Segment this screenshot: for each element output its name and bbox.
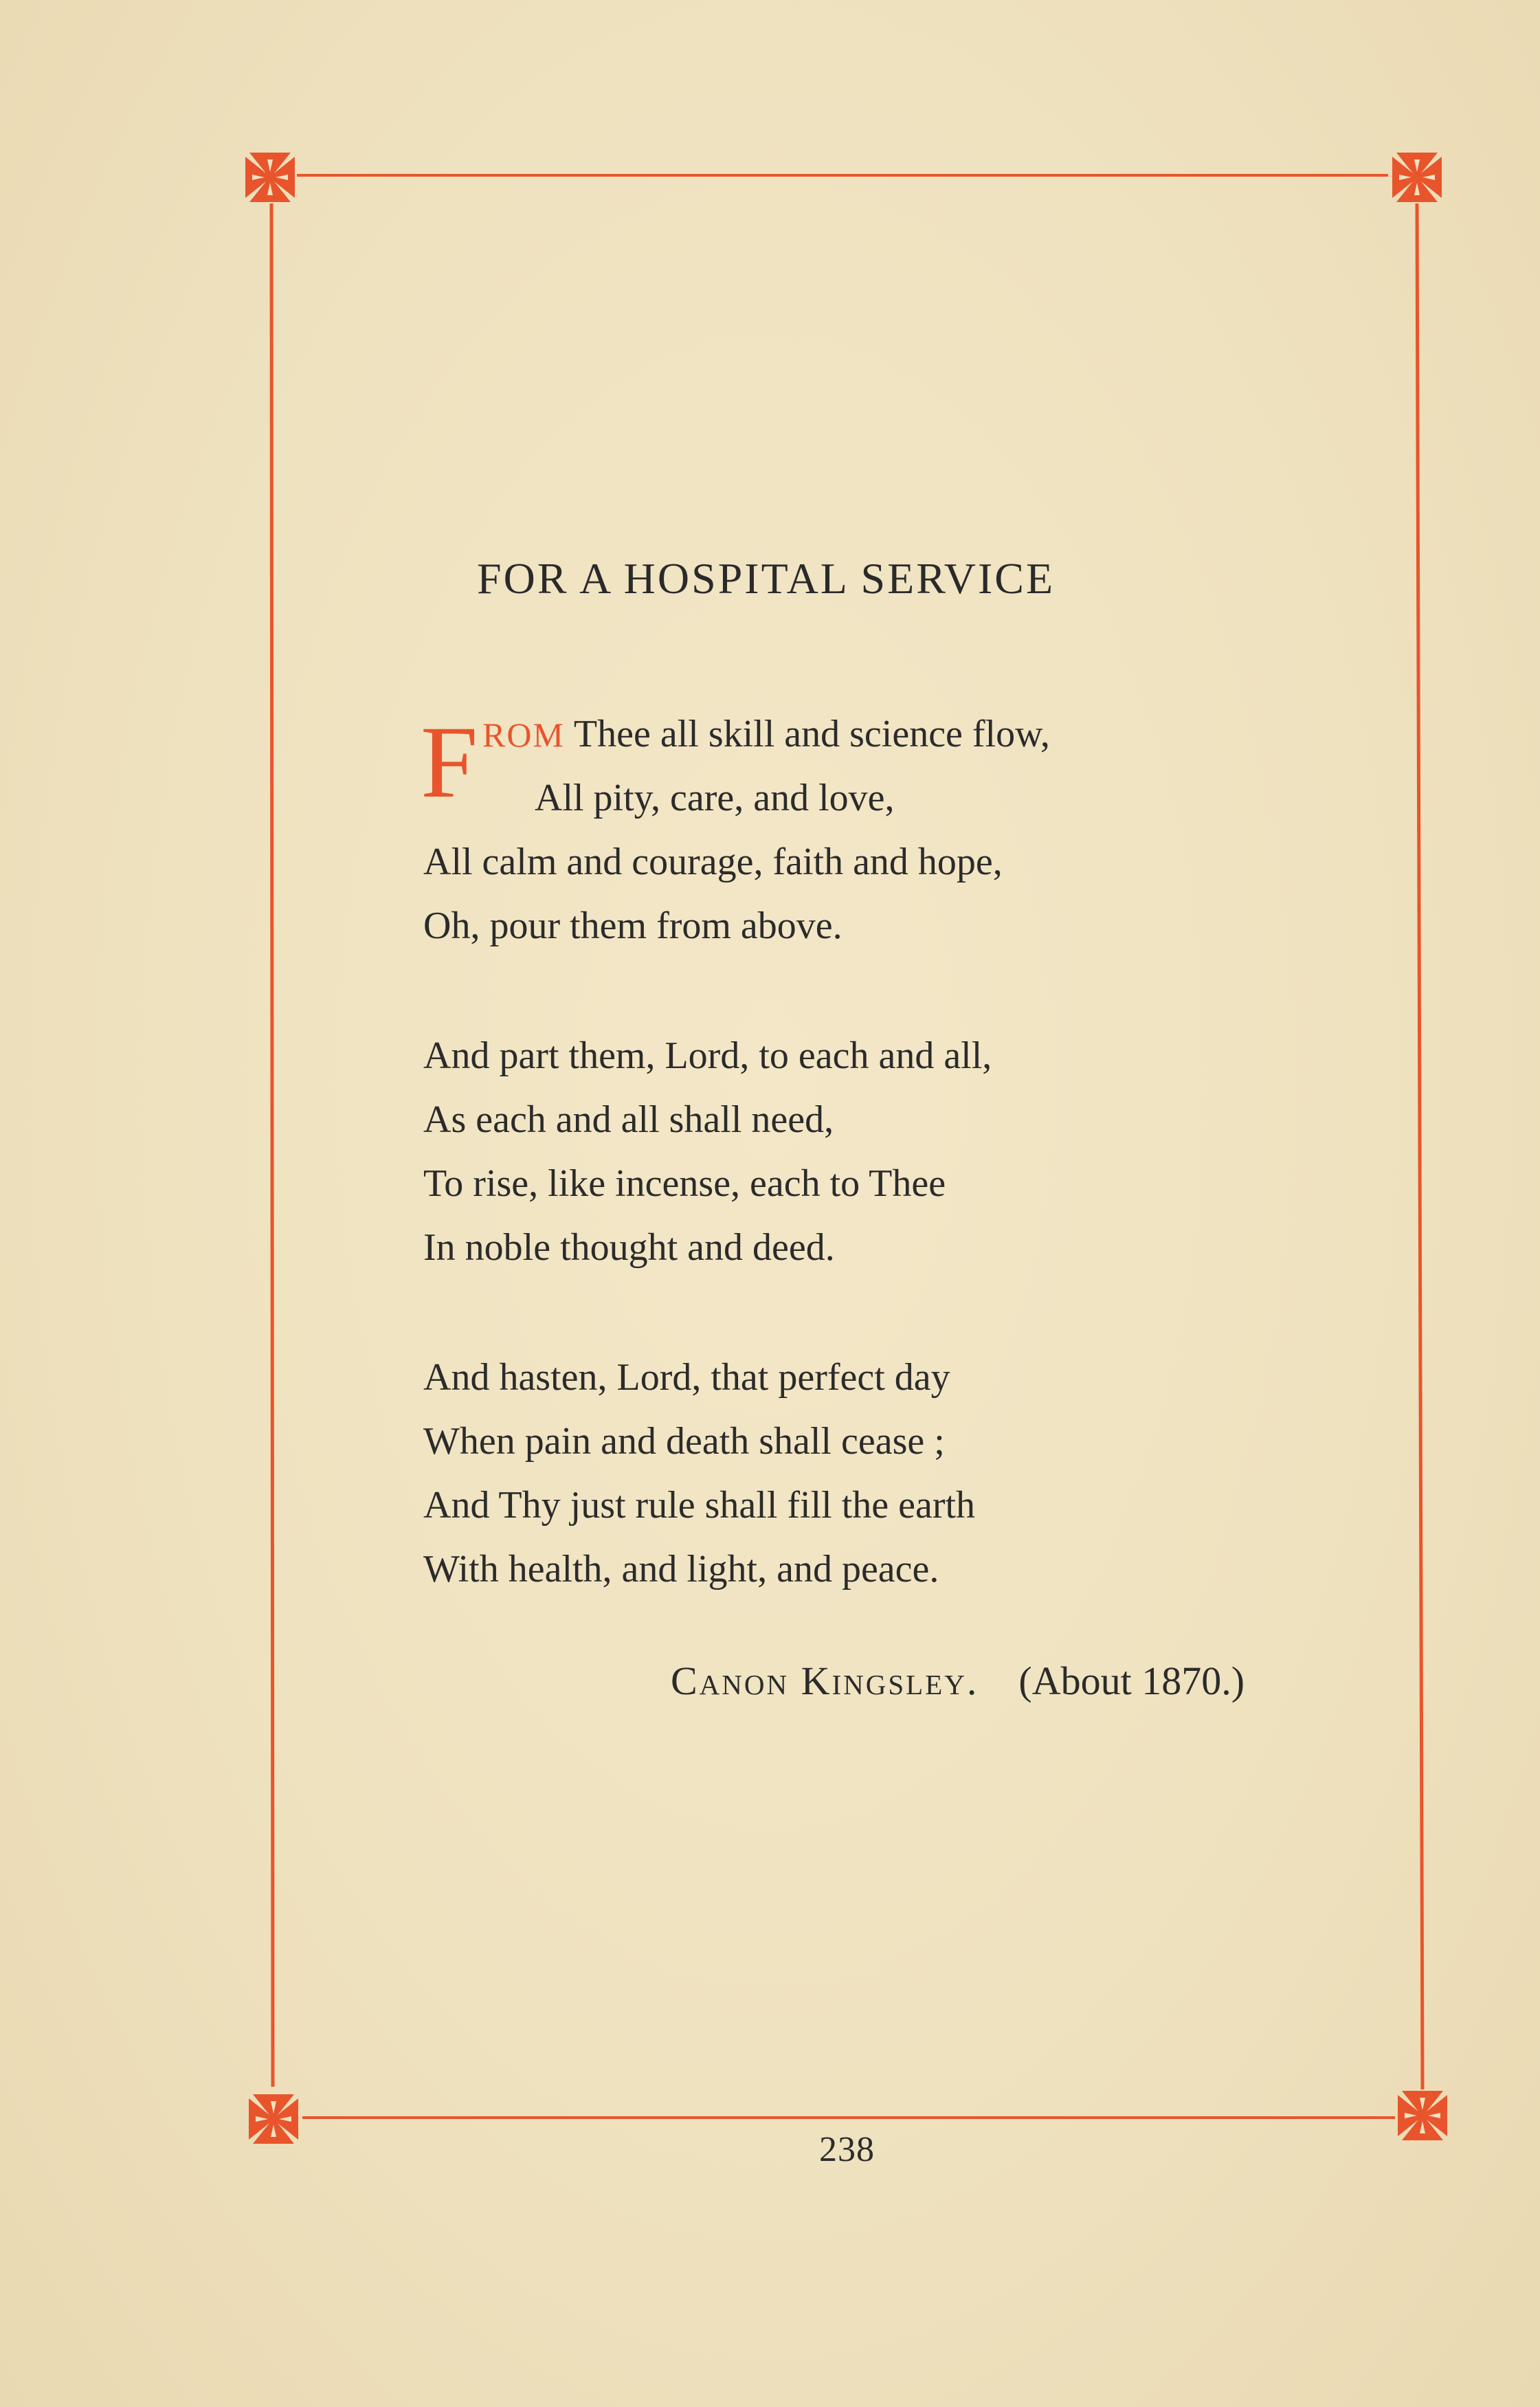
poem-line: All pity, care, and love, — [535, 777, 895, 819]
poem-line: All calm and courage, faith and hope, — [423, 841, 1003, 883]
attribution — [671, 1658, 1245, 1704]
maltese-cross-icon — [1392, 153, 1442, 202]
maltese-cross-icon — [249, 2094, 298, 2144]
poem-line: As each and all shall need, — [423, 1098, 834, 1141]
poem — [423, 702, 1385, 1667]
drop-cap: F — [421, 705, 478, 819]
border-left-line — [271, 203, 273, 2087]
stanza — [423, 702, 1385, 958]
poem-line: To rise, like incense, each to Thee — [423, 1162, 946, 1205]
border-right-line — [1417, 203, 1422, 2089]
poem-line: Oh, pour them from above. — [423, 905, 842, 947]
author-name: Canon Kingsley. — [671, 1659, 979, 1703]
poem-line: With health, and light, and peace. — [423, 1548, 939, 1590]
stanza — [423, 1346, 1385, 1601]
poem-line: And hasten, Lord, that perfect day — [423, 1356, 950, 1399]
poem-line: In noble thought and deed. — [423, 1226, 835, 1269]
maltese-cross-icon — [245, 153, 295, 202]
poem-line: And part them, Lord, to each and all, — [423, 1034, 992, 1077]
attribution-date: (About 1870.) — [1018, 1659, 1245, 1703]
page-number: 238 — [819, 2130, 875, 2169]
page-title: FOR A HOSPITAL SERVICE — [477, 554, 1056, 603]
poem-line-text: Thee all skill and science flow, — [573, 713, 1050, 755]
poem-line: And Thy just rule shall fill the earth — [423, 1484, 976, 1527]
maltese-cross-icon — [1398, 2091, 1447, 2140]
stanza — [423, 1024, 1385, 1280]
first-word-caps: ROM — [482, 716, 565, 754]
poem-line: When pain and death shall cease ; — [423, 1420, 945, 1463]
